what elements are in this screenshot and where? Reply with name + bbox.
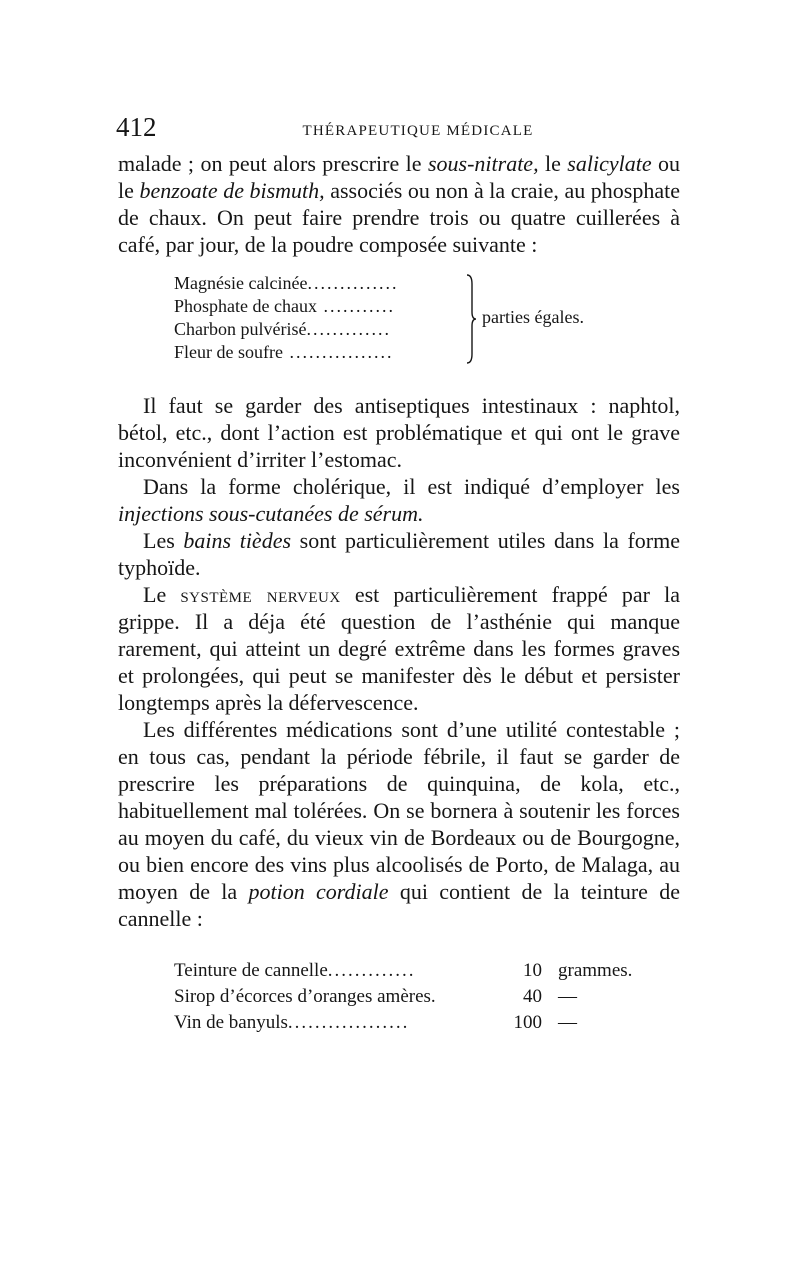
ingredient-line: Charbon pulvérisé............. [174, 319, 391, 339]
paragraph-6: Les différentes médications sont d’une utilité contestable ; en tous cas, pendant la période fébrile, il faut se garder de prescrire les préparations de quinquina, de kola, etc., habituellement mal tolérées. On se bornera à soutenir les forces au moyen du café, du vieux vin de Bordeaux ou de Bourgogne, ou bien encore des vins plus alcoolisés de Porto, de Malaga, au moyen de la potion cordiale qui contient de la teinture de cannelle : [118, 717, 680, 931]
ingredient-line: Magnésie calcinée.............. [174, 273, 399, 293]
right-brace-icon [466, 274, 476, 364]
paragraph-5: Le système nerveux est particulièrement frappé par la grippe. Il a déja été question de l’asthénie qui manque rarement, qui atteint un degré extrême dans les formes graves et prolongées, qui peut se manifester dès le début et persister longtemps après la défervescence. [118, 582, 680, 715]
paragraph-3: Dans la forme cholérique, il est indiqué d’employer les injections sous-cutanées de sérum. [118, 474, 680, 526]
paragraph-1: malade ; on peut alors prescrire le sous-nitrate, le salicylate ou le benzoate de bismuth, associés ou non à la craie, au phosphate de chaux. On peut faire prendre trois ou quatre cuillerées à café, par jour, de la poudre composée suivante : [118, 151, 680, 257]
ingredient-line: Phosphate de chaux ........... [174, 296, 395, 316]
paragraph-4: Les bains tièdes sont particulièrement utiles dans la forme typhoïde. [118, 528, 681, 580]
ingredient-line: Fleur de soufre ................ [174, 342, 394, 362]
running-head: THÉRAPEUTIQUE MÉDICALE [302, 123, 534, 139]
recipe-row: Teinture de cannelle............. 10 grammes. [174, 960, 633, 981]
potion-recipe [174, 958, 680, 1036]
page-number: 412 [116, 112, 157, 142]
paragraph-2: Il faut se garder des antiseptiques intestinaux : naphtol, bétol, etc., dont l’action est problématique et qui ont le grave inconvénient d’irriter l’estomac. [118, 393, 680, 472]
brace-label: parties égales. [482, 307, 584, 327]
recipe-row: Sirop d’écorces d’oranges amères. 40 — [174, 986, 577, 1007]
powder-recipe [174, 272, 680, 376]
recipe-row: Vin de banyuls.................. 100 — [174, 1012, 577, 1033]
page-body [118, 150, 680, 1036]
